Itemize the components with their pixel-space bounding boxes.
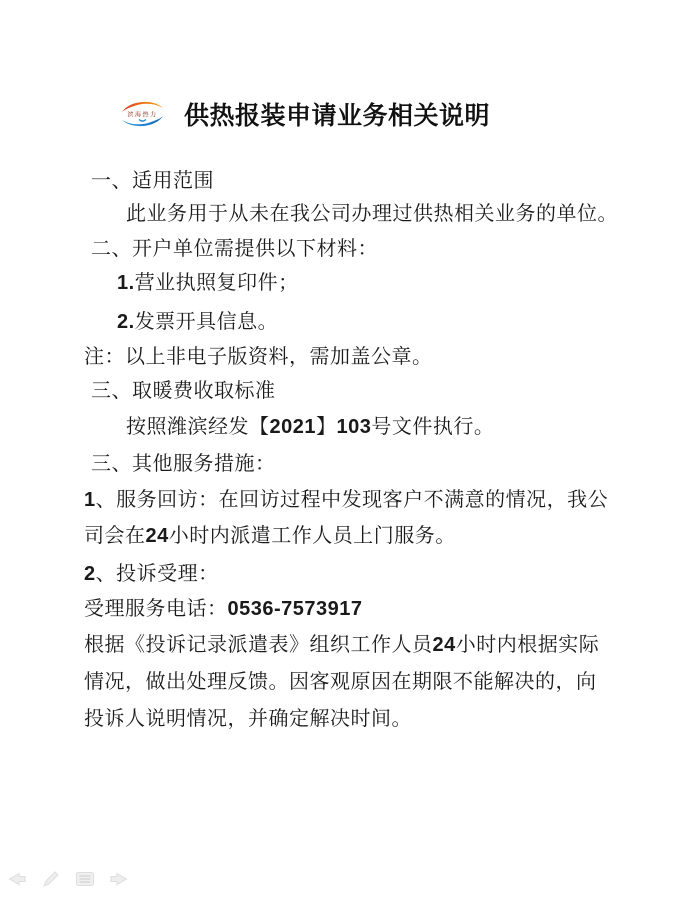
doc-line-section-1: 一、适用范围 [91, 170, 214, 192]
doc-line-service-1b: 司会在24小时内派遣工作人员上门服务。 [84, 525, 456, 547]
doc-line-complaint-a: 根据《投诉记录派遣表》组织工作人员24小时内根据实际 [84, 634, 600, 656]
doc-line-section-3: 三、取暖费收取标准 [91, 380, 276, 402]
doc-line-complaint-c: 投诉人说明情况，并确定解决时间。 [84, 708, 412, 730]
annotate-pen-button[interactable] [40, 868, 62, 890]
previous-page-button[interactable] [6, 868, 28, 890]
page-title: 供热报装申请业务相关说明 [184, 102, 491, 130]
next-page-button[interactable] [108, 868, 130, 890]
doc-line-complaint-head: 2、投诉受理： [84, 563, 219, 585]
doc-line-phone: 受理服务电话：0536-7573917 [84, 598, 363, 620]
doc-line-service-1a: 1、服务回访：在回访过程中发现客户不满意的情况，我公 [84, 489, 609, 511]
navigation-menu-button[interactable] [74, 868, 96, 890]
right-arrow-icon [108, 868, 130, 890]
slideshow-toolbar [6, 866, 130, 892]
doc-line-material-1: 1.营业执照复印件； [117, 272, 299, 294]
menu-icon [74, 868, 96, 890]
left-arrow-icon [6, 868, 28, 890]
doc-line-fee-standard: 按照潍滨经发【2021】103号文件执行。 [126, 416, 495, 438]
pen-icon [40, 868, 62, 890]
doc-line-scope-text: 此业务用于从未在我公司办理过供热相关业务的单位。 [126, 203, 618, 225]
doc-line-complaint-b: 情况，做出处理反馈。因客观原因在期限不能解决的，向 [84, 671, 597, 693]
logo-text: 滨海热力 [127, 112, 158, 119]
doc-line-note: 注：以上非电子版资料，需加盖公章。 [84, 346, 433, 368]
doc-line-material-2: 2.发票开具信息。 [117, 311, 279, 333]
doc-line-section-2: 二、开户单位需提供以下材料： [91, 238, 378, 260]
doc-line-section-other: 三、其他服务措施： [91, 453, 276, 475]
